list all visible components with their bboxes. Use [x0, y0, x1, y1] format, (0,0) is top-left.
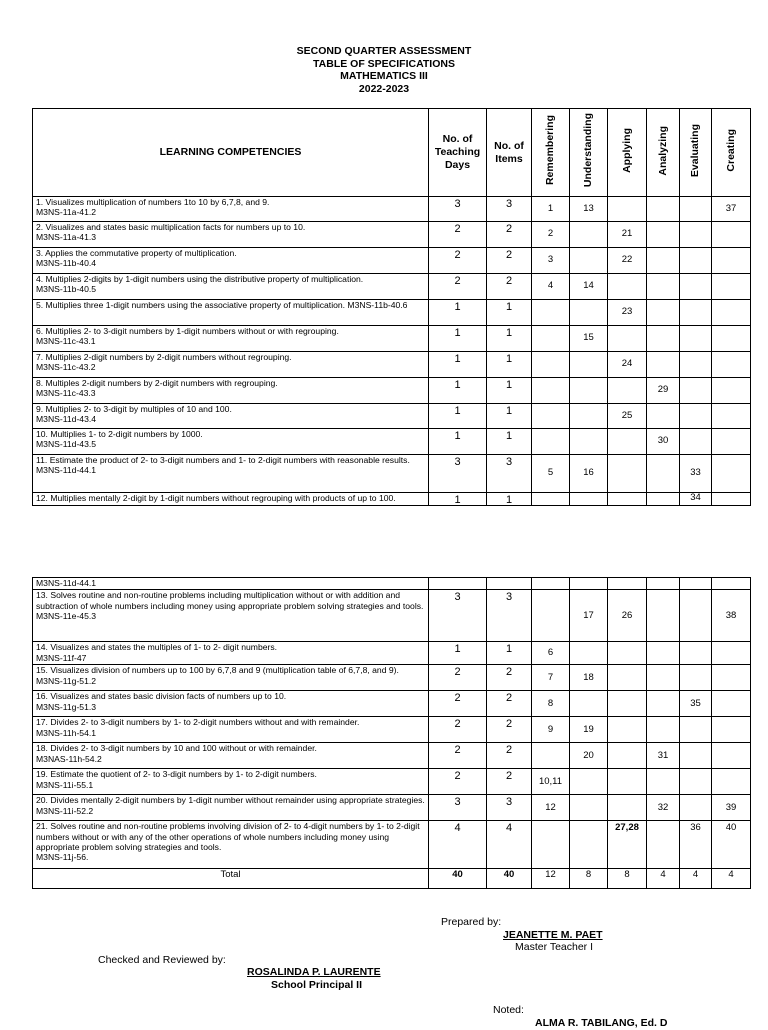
creating-cell: [712, 493, 751, 506]
creating-cell: [712, 378, 751, 404]
applying-cell: 22: [608, 248, 647, 274]
evaluating-cell: [680, 197, 712, 222]
teaching-days-cell: 2: [429, 665, 487, 691]
evaluating-cell: 35: [680, 691, 712, 717]
teaching-days-cell: 1: [429, 300, 487, 326]
understanding-cell: [570, 429, 608, 455]
competency-cell: 5. Multiplies three 1-digit numbers using the associative property of multiplication. M3NS-11b-40.6: [33, 300, 429, 326]
evaluating-cell: [680, 642, 712, 665]
applying-cell: [608, 769, 647, 795]
understanding-cell: 19: [570, 717, 608, 743]
evaluating-cell: [680, 274, 712, 300]
checker-name: ROSALINDA P. LAURENTE: [247, 966, 381, 978]
table-row: [33, 222, 751, 248]
header-understanding: Understanding: [570, 109, 608, 197]
creating-cell: [712, 743, 751, 769]
items-cell: 2: [487, 222, 532, 248]
items-cell: 2: [487, 665, 532, 691]
items-cell: 1: [487, 300, 532, 326]
applying-cell: [608, 717, 647, 743]
competency-cell: 15. Visualizes division of numbers up to 100 by 6,7,8 and 9 (multiplication table of 6,7,8, and 9). M3NS-11g-51.2: [33, 665, 429, 691]
evaluating-cell: [680, 795, 712, 821]
teaching-days-cell: 3: [429, 590, 487, 642]
school-year: 2022-2023: [358, 82, 410, 95]
understanding-cell: 13: [570, 197, 608, 222]
items-cell: 1: [487, 326, 532, 352]
items-cell: 1: [487, 378, 532, 404]
analyzing-cell: 29: [647, 378, 680, 404]
remembering-cell: [532, 300, 570, 326]
table-row: [33, 326, 751, 352]
teaching-days-cell: 1: [429, 326, 487, 352]
teaching-days-cell: 4: [429, 821, 487, 869]
items-cell: 3: [487, 197, 532, 222]
noter-name: ALMA R. TABILANG, Ed. D: [535, 1017, 668, 1029]
analyzing-cell: [647, 197, 680, 222]
competency-cell: 13. Solves routine and non-routine problems including multiplication without or with addition and subtraction of whole numbers including money using appropriate problem solving strategies and tools. M3NS-11e-45.3: [33, 590, 429, 642]
competency-cell: 14. Visualizes and states the multiples of 1- to 2- digit numbers. M3NS-11f-47: [33, 642, 429, 665]
tos-title: TABLE OF SPECIFICATIONS: [313, 57, 455, 70]
analyzing-cell: [647, 248, 680, 274]
understanding-cell: [570, 404, 608, 429]
teaching-days-cell: 1: [429, 404, 487, 429]
items-cell: 1: [487, 493, 532, 506]
remembering-cell: [532, 743, 570, 769]
evaluating-cell: [680, 222, 712, 248]
remembering-cell: 12: [532, 795, 570, 821]
remembering-cell: 10,11: [532, 769, 570, 795]
items-cell: 1: [487, 642, 532, 665]
remembering-cell: [532, 578, 570, 590]
remembering-cell: [532, 326, 570, 352]
creating-cell: [712, 429, 751, 455]
understanding-cell: [570, 795, 608, 821]
preparer-title: Master Teacher I: [515, 941, 594, 953]
tos-table-part2: [32, 577, 751, 889]
teaching-days-cell: 1: [429, 493, 487, 506]
analyzing-cell: [647, 493, 680, 506]
items-cell: 2: [487, 691, 532, 717]
table-row: [33, 248, 751, 274]
applying-cell: 23: [608, 300, 647, 326]
remembering-cell: [532, 378, 570, 404]
creating-cell: [712, 300, 751, 326]
table-row: [33, 197, 751, 222]
assessment-title: SECOND QUARTER ASSESSMENT: [296, 45, 472, 57]
table-row: [33, 642, 751, 665]
remembering-cell: 2: [532, 222, 570, 248]
header-applying: Applying: [608, 109, 647, 197]
items-cell: 2: [487, 717, 532, 743]
analyzing-cell: [647, 274, 680, 300]
document-header: [0, 45, 768, 95]
teaching-days-cell: 2: [429, 222, 487, 248]
competency-cell: 4. Multiplies 2-digits by 1-digit numbers using the distributive property of multiplication. M3NS-11b-40.5: [33, 274, 429, 300]
understanding-cell: [570, 222, 608, 248]
understanding-cell: 20: [570, 743, 608, 769]
table-row: [33, 274, 751, 300]
understanding-cell: 18: [570, 665, 608, 691]
applying-cell: [608, 743, 647, 769]
creating-cell: [712, 642, 751, 665]
table-row: [33, 691, 751, 717]
header-items: No. of Items: [487, 109, 532, 197]
competency-cell: M3NS-11d-44.1: [33, 578, 429, 590]
creating-cell: [712, 352, 751, 378]
competency-cell: 7. Multiplies 2-digit numbers by 2-digit numbers without regrouping. M3NS-11c-43.2: [33, 352, 429, 378]
table-row: [33, 455, 751, 493]
creating-cell: [712, 578, 751, 590]
understanding-cell: [570, 691, 608, 717]
competency-cell: 19. Estimate the quotient of 2- to 3-digit numbers by 1- to 2-digit numbers. M3NS-11i-55.1: [33, 769, 429, 795]
evaluating-cell: [680, 717, 712, 743]
analyzing-cell: [647, 300, 680, 326]
remembering-cell: [532, 404, 570, 429]
teaching-days-cell: 3: [429, 455, 487, 493]
items-cell: 2: [487, 769, 532, 795]
teaching-days-cell: 2: [429, 717, 487, 743]
understanding-cell: 17: [570, 590, 608, 642]
remembering-cell: 5: [532, 455, 570, 493]
creating-cell: 37: [712, 197, 751, 222]
header-analyzing: Analyzing: [647, 109, 680, 197]
table-row: [33, 795, 751, 821]
competency-cell: 2. Visualizes and states basic multiplication facts for numbers up to 10. M3NS-11a-41.3: [33, 222, 429, 248]
evaluating-cell: [680, 665, 712, 691]
creating-cell: [712, 717, 751, 743]
evaluating-cell: [680, 404, 712, 429]
total-label: Total: [33, 869, 429, 889]
evaluating-cell: [680, 769, 712, 795]
total-teaching-days-cell: 40: [429, 869, 487, 889]
items-cell: 1: [487, 352, 532, 378]
total-evaluating-cell: 4: [680, 869, 712, 889]
remembering-cell: 9: [532, 717, 570, 743]
total-applying-cell: 8: [608, 869, 647, 889]
analyzing-cell: [647, 455, 680, 493]
applying-cell: [608, 795, 647, 821]
creating-cell: [712, 404, 751, 429]
header-learning-competencies: LEARNING COMPETENCIES: [33, 109, 429, 197]
teaching-days-cell: 2: [429, 274, 487, 300]
analyzing-cell: [647, 404, 680, 429]
table-row: [33, 578, 751, 590]
total-remembering-cell: 12: [532, 869, 570, 889]
analyzing-cell: [647, 769, 680, 795]
items-cell: 3: [487, 795, 532, 821]
applying-cell: [608, 665, 647, 691]
creating-cell: [712, 455, 751, 493]
applying-cell: 21: [608, 222, 647, 248]
items-cell: 3: [487, 455, 532, 493]
remembering-cell: 4: [532, 274, 570, 300]
understanding-cell: [570, 300, 608, 326]
understanding-cell: 15: [570, 326, 608, 352]
understanding-cell: [570, 578, 608, 590]
noted-label: Noted:: [493, 1004, 524, 1016]
applying-cell: [608, 429, 647, 455]
teaching-days-cell: 3: [429, 795, 487, 821]
total-analyzing-cell: 4: [647, 869, 680, 889]
competency-cell: 3. Applies the commutative property of multiplication. M3NS-11b-40.4: [33, 248, 429, 274]
evaluating-cell: [680, 429, 712, 455]
total-items-cell: 40: [487, 869, 532, 889]
competency-cell: 6. Multiplies 2- to 3-digit numbers by 1-digit numbers without or with regrouping. M3NS-11c-43.1: [33, 326, 429, 352]
header-remembering: Remembering: [532, 109, 570, 197]
teaching-days-cell: 1: [429, 642, 487, 665]
table-row: [33, 743, 751, 769]
competency-cell: 10. Multiplies 1- to 2-digit numbers by 1000. M3NS-11d-43.5: [33, 429, 429, 455]
creating-cell: [712, 222, 751, 248]
applying-cell: [608, 197, 647, 222]
evaluating-cell: 34: [680, 493, 712, 506]
understanding-cell: [570, 821, 608, 869]
creating-cell: 38: [712, 590, 751, 642]
applying-cell: [608, 326, 647, 352]
remembering-cell: [532, 352, 570, 378]
checked-by-label: Checked and Reviewed by:: [98, 954, 226, 966]
table-row: [33, 378, 751, 404]
items-cell: 2: [487, 743, 532, 769]
teaching-days-cell: 1: [429, 352, 487, 378]
analyzing-cell: 30: [647, 429, 680, 455]
applying-cell: 25: [608, 404, 647, 429]
creating-cell: [712, 248, 751, 274]
evaluating-cell: [680, 248, 712, 274]
applying-cell: [608, 455, 647, 493]
remembering-cell: 3: [532, 248, 570, 274]
remembering-cell: [532, 493, 570, 506]
analyzing-cell: [647, 717, 680, 743]
items-cell: 2: [487, 274, 532, 300]
table-row: [33, 352, 751, 378]
creating-cell: [712, 769, 751, 795]
evaluating-cell: 33: [680, 455, 712, 493]
competency-cell: 16. Visualizes and states basic division facts of numbers up to 10. M3NS-11g-51.3: [33, 691, 429, 717]
checker-title: School Principal II: [271, 979, 363, 991]
applying-cell: [608, 642, 647, 665]
items-cell: 3: [487, 590, 532, 642]
evaluating-cell: [680, 352, 712, 378]
prepared-by-label: Prepared by:: [441, 916, 502, 928]
analyzing-cell: [647, 326, 680, 352]
total-creating-cell: 4: [712, 869, 751, 889]
analyzing-cell: 32: [647, 795, 680, 821]
table-row: [33, 429, 751, 455]
applying-cell: [608, 493, 647, 506]
header-evaluating: Evaluating: [680, 109, 712, 197]
understanding-cell: [570, 642, 608, 665]
teaching-days-cell: 1: [429, 378, 487, 404]
remembering-cell: [532, 590, 570, 642]
understanding-cell: 16: [570, 455, 608, 493]
teaching-days-cell: 2: [429, 743, 487, 769]
items-cell: [487, 578, 532, 590]
items-cell: 1: [487, 429, 532, 455]
remembering-cell: [532, 821, 570, 869]
table-row: [33, 717, 751, 743]
items-cell: 4: [487, 821, 532, 869]
competency-cell: 21. Solves routine and non-routine problems involving division of 2- to 4-digit numbers by 1- to 2-digit numbers without or with any of the other operations of whole numbers including money using appropriate problem solving strategies and tools. M3NS-11j-56.: [33, 821, 429, 869]
competency-cell: 9. Multiplies 2- to 3-digit by multiples of 10 and 100. M3NS-11d-43.4: [33, 404, 429, 429]
teaching-days-cell: [429, 578, 487, 590]
remembering-cell: 8: [532, 691, 570, 717]
teaching-days-cell: 2: [429, 691, 487, 717]
competency-cell: 12. Multiplies mentally 2-digit by 1-digit numbers without regrouping with products of up to 100.: [33, 493, 429, 506]
applying-cell: [608, 578, 647, 590]
table-row: [33, 821, 751, 869]
remembering-cell: [532, 429, 570, 455]
analyzing-cell: [647, 222, 680, 248]
tos-table-part1: [32, 108, 751, 506]
remembering-cell: 7: [532, 665, 570, 691]
evaluating-cell: [680, 743, 712, 769]
evaluating-cell: [680, 300, 712, 326]
preparer-name: JEANETTE M. PAET: [503, 929, 603, 941]
subject-title: MATHEMATICS III: [340, 70, 428, 82]
teaching-days-cell: 2: [429, 248, 487, 274]
table-row: [33, 590, 751, 642]
table-row: [33, 665, 751, 691]
teaching-days-cell: 2: [429, 769, 487, 795]
teaching-days-cell: 1: [429, 429, 487, 455]
analyzing-cell: [647, 578, 680, 590]
competency-cell: 8. Multiples 2-digit numbers by 2-digit numbers with regrouping. M3NS-11c-43.3: [33, 378, 429, 404]
analyzing-cell: 31: [647, 743, 680, 769]
creating-cell: [712, 326, 751, 352]
analyzing-cell: [647, 691, 680, 717]
applying-cell: [608, 691, 647, 717]
understanding-cell: [570, 248, 608, 274]
analyzing-cell: [647, 590, 680, 642]
competency-cell: 20. Divides mentally 2-digit numbers by 1-digit number without remainder using appropriate strategies. M3NS-11i-52.2: [33, 795, 429, 821]
applying-cell: 24: [608, 352, 647, 378]
applying-cell: 27,28: [608, 821, 647, 869]
competency-cell: 1. Visualizes multiplication of numbers 1to 10 by 6,7,8, and 9. M3NS-11a-41.2: [33, 197, 429, 222]
evaluating-cell: [680, 378, 712, 404]
competency-cell: 17. Divides 2- to 3-digit numbers by 1- to 2-digit numbers without and with remainder. M3NS-11h-54.1: [33, 717, 429, 743]
competency-cell: 18. Divides 2- to 3-digit numbers by 10 and 100 without or with remainder. M3NAS-11h-54.2: [33, 743, 429, 769]
understanding-cell: [570, 769, 608, 795]
applying-cell: 26: [608, 590, 647, 642]
creating-cell: [712, 274, 751, 300]
evaluating-cell: [680, 326, 712, 352]
evaluating-cell: [680, 590, 712, 642]
table-row: [33, 493, 751, 506]
creating-cell: [712, 691, 751, 717]
evaluating-cell: [680, 578, 712, 590]
remembering-cell: 6: [532, 642, 570, 665]
table-row: [33, 769, 751, 795]
creating-cell: [712, 665, 751, 691]
evaluating-cell: 36: [680, 821, 712, 869]
understanding-cell: [570, 352, 608, 378]
creating-cell: 39: [712, 795, 751, 821]
header-teaching-days: No. of Teaching Days: [429, 109, 487, 197]
competency-cell: 11. Estimate the product of 2- to 3-digit numbers and 1- to 2-digit numbers with reasonable results. M3NS-11d-44.1: [33, 455, 429, 493]
items-cell: 2: [487, 248, 532, 274]
analyzing-cell: [647, 352, 680, 378]
understanding-cell: [570, 493, 608, 506]
header-creating: Creating: [712, 109, 751, 197]
understanding-cell: [570, 378, 608, 404]
analyzing-cell: [647, 642, 680, 665]
teaching-days-cell: 3: [429, 197, 487, 222]
total-row: [33, 869, 751, 889]
remembering-cell: 1: [532, 197, 570, 222]
understanding-cell: 14: [570, 274, 608, 300]
table-row: [33, 300, 751, 326]
applying-cell: [608, 274, 647, 300]
items-cell: 1: [487, 404, 532, 429]
applying-cell: [608, 378, 647, 404]
creating-cell: 40: [712, 821, 751, 869]
analyzing-cell: [647, 821, 680, 869]
analyzing-cell: [647, 665, 680, 691]
table-row: [33, 404, 751, 429]
total-understanding-cell: 8: [570, 869, 608, 889]
